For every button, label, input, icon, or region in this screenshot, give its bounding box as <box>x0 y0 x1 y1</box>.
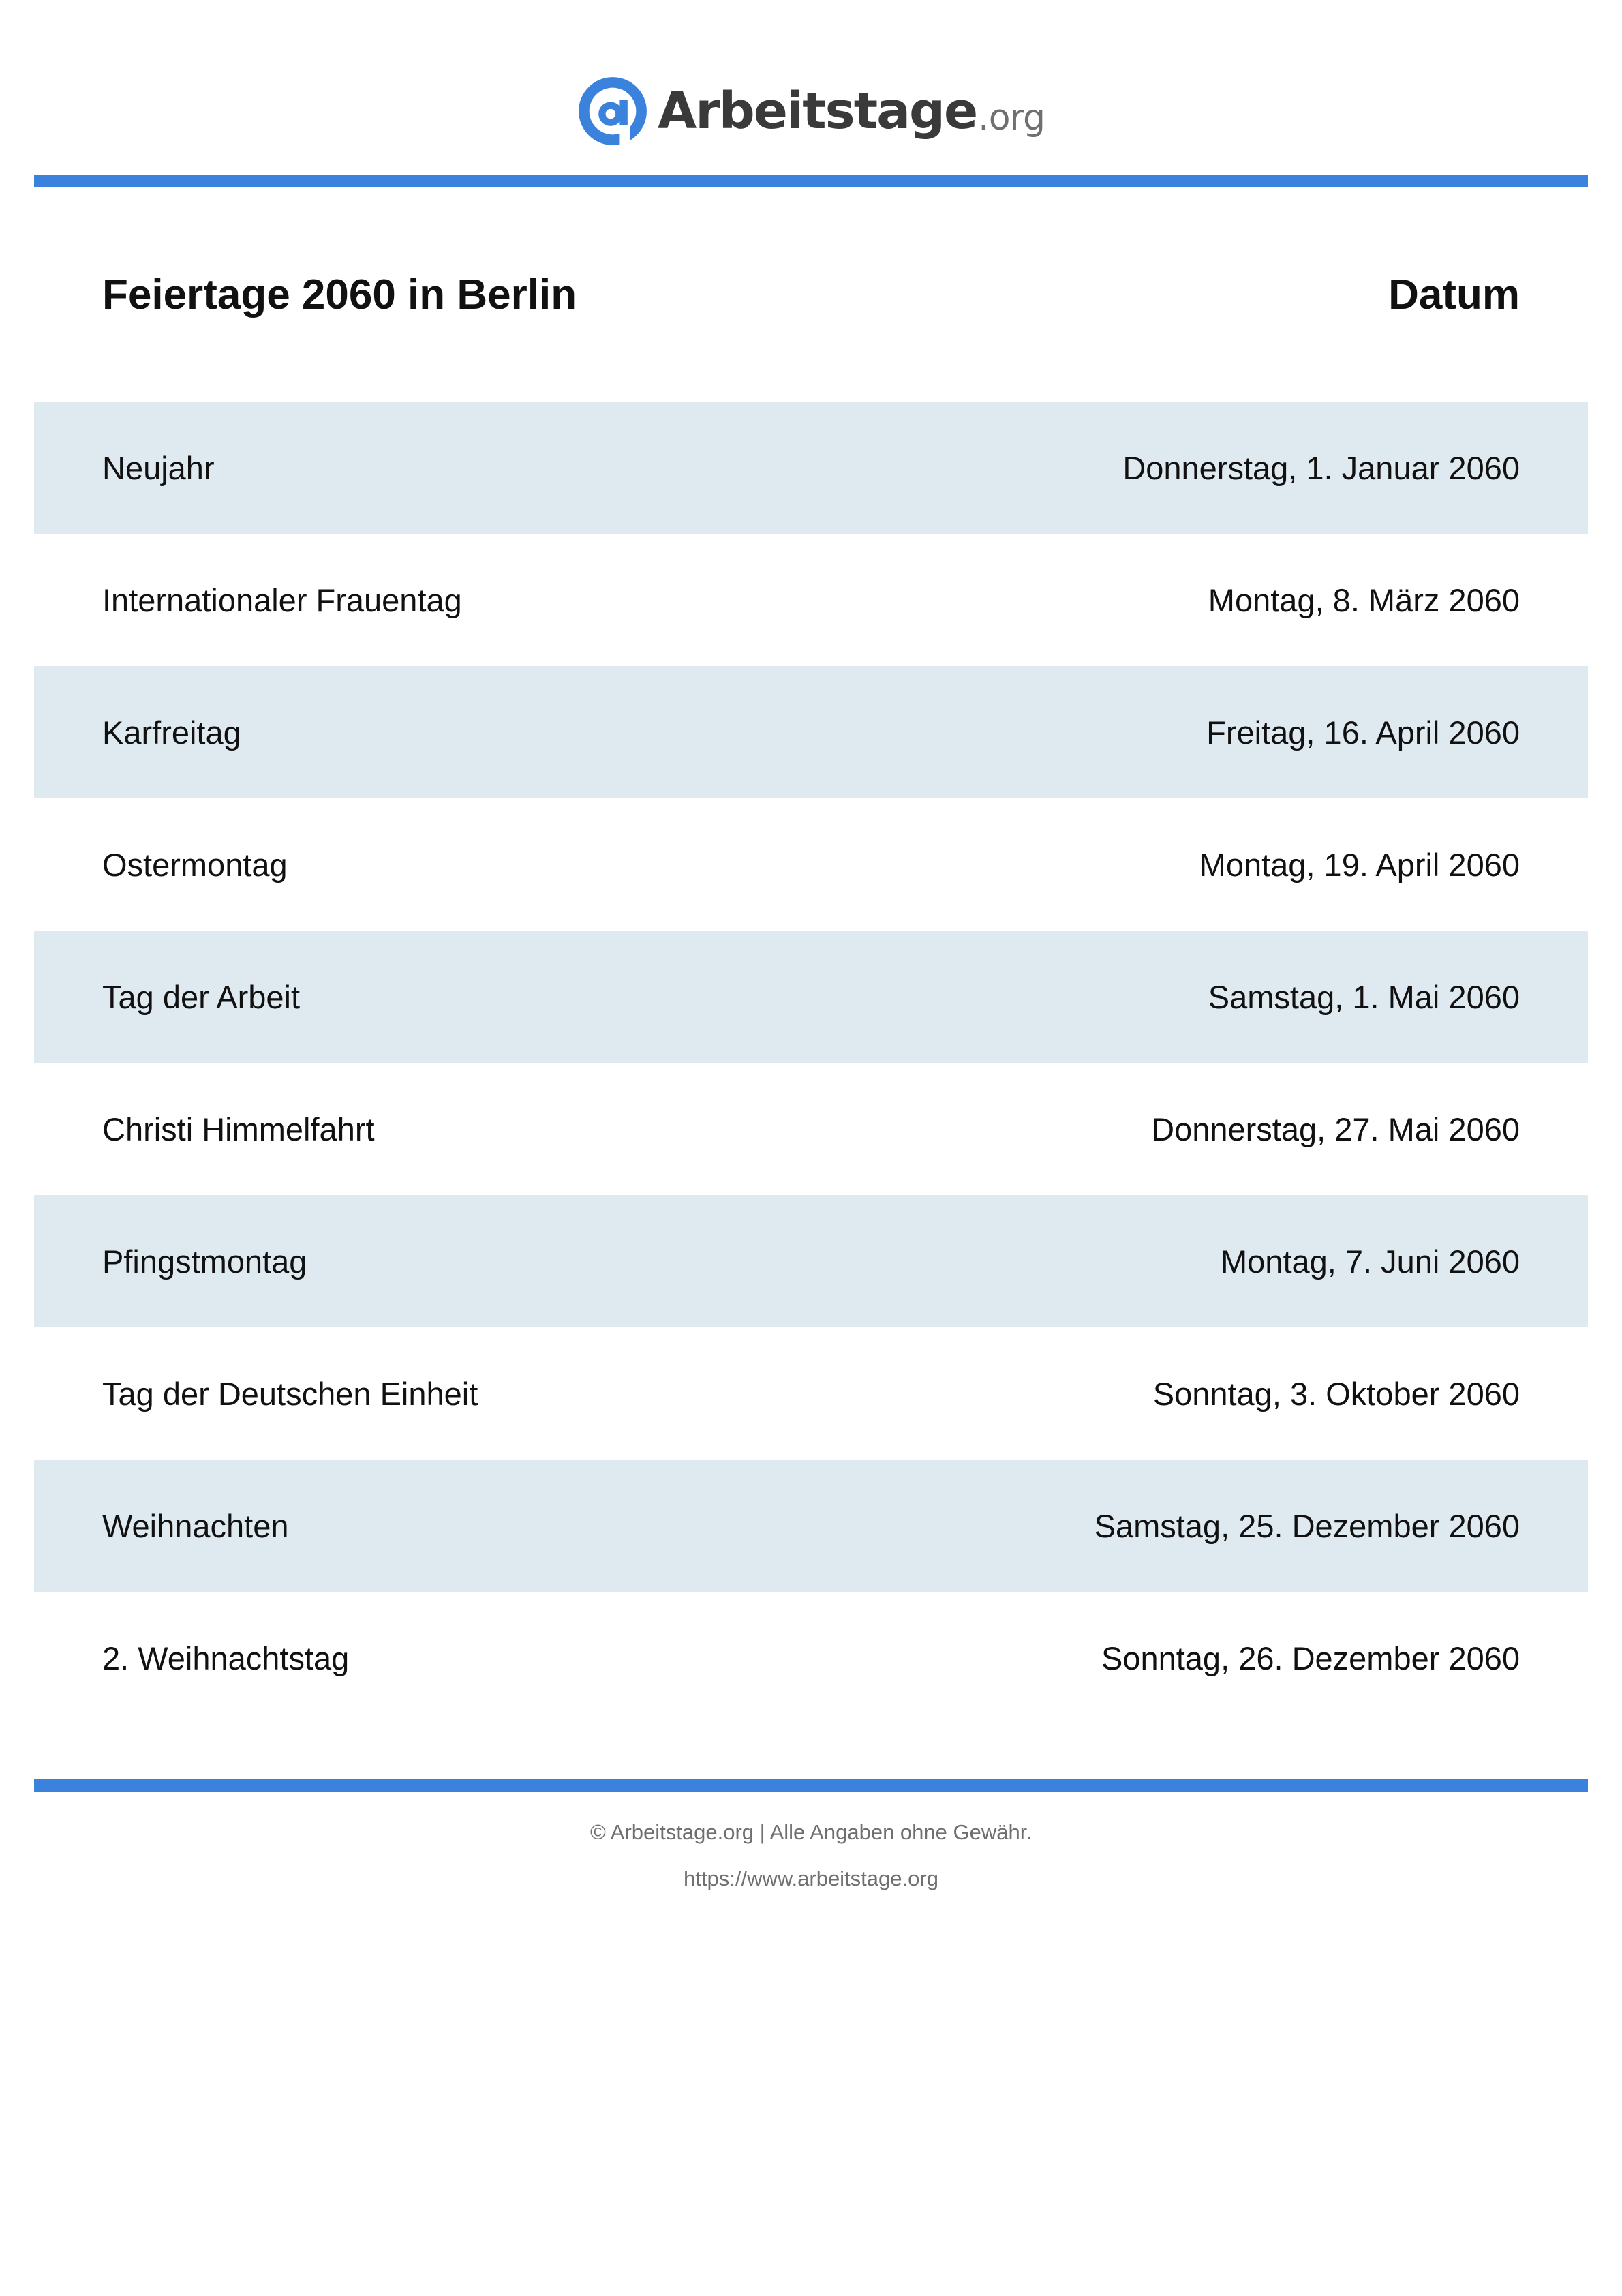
holiday-name: Internationaler Frauentag <box>102 581 462 618</box>
table-header <box>34 256 1588 333</box>
table-row <box>34 1460 1588 1592</box>
holiday-name: Christi Himmelfahrt <box>102 1111 375 1147</box>
holiday-date: Samstag, 25. Dezember 2060 <box>1094 1507 1520 1544</box>
holiday-date: Samstag, 1. Mai 2060 <box>1208 978 1520 1015</box>
logo-wordmark: Arbeitstage <box>657 82 977 140</box>
holiday-name: Tag der Arbeit <box>102 978 301 1015</box>
holiday-date: Donnerstag, 27. Mai 2060 <box>1151 1111 1520 1147</box>
footer-copyright: © Arbeitstage.org | Alle Angaben ohne Gewähr. <box>590 1820 1032 1844</box>
holiday-name: Weihnachten <box>102 1507 289 1544</box>
table-row <box>34 402 1588 534</box>
table-row <box>34 1063 1588 1195</box>
holiday-name: Neujahr <box>102 449 215 486</box>
holiday-date: Donnerstag, 1. Januar 2060 <box>1122 449 1520 486</box>
holiday-name: Ostermontag <box>102 846 288 883</box>
logo-tld: .org <box>978 97 1045 138</box>
table-title: Feiertage 2060 in Berlin <box>102 271 577 318</box>
footer-divider <box>34 1779 1588 1792</box>
header-divider <box>34 175 1588 187</box>
table-row <box>34 1592 1588 1724</box>
table-row <box>34 534 1588 666</box>
table-row <box>34 798 1588 931</box>
date-column-header: Datum <box>1388 271 1520 318</box>
table-row <box>34 666 1588 798</box>
holiday-date: Montag, 8. März 2060 <box>1208 581 1520 618</box>
holiday-table <box>34 402 1588 1724</box>
holiday-name: 2. Weihnachtstag <box>102 1640 350 1676</box>
site-header <box>0 71 1622 151</box>
holiday-name: Karfreitag <box>102 714 241 751</box>
holiday-date: Montag, 19. April 2060 <box>1199 846 1520 883</box>
table-row <box>34 1195 1588 1327</box>
table-row <box>34 1327 1588 1460</box>
at-sign-logo-icon <box>577 76 648 147</box>
holiday-date: Montag, 7. Juni 2060 <box>1221 1243 1520 1280</box>
holiday-name: Pfingstmontag <box>102 1243 307 1280</box>
holiday-name: Tag der Deutschen Einheit <box>102 1375 478 1412</box>
holiday-date: Sonntag, 3. Oktober 2060 <box>1152 1375 1520 1412</box>
footer-url[interactable]: https://www.arbeitstage.org <box>684 1867 938 1890</box>
holiday-date: Freitag, 16. April 2060 <box>1206 714 1520 751</box>
table-row <box>34 931 1588 1063</box>
holiday-date: Sonntag, 26. Dezember 2060 <box>1101 1640 1520 1676</box>
